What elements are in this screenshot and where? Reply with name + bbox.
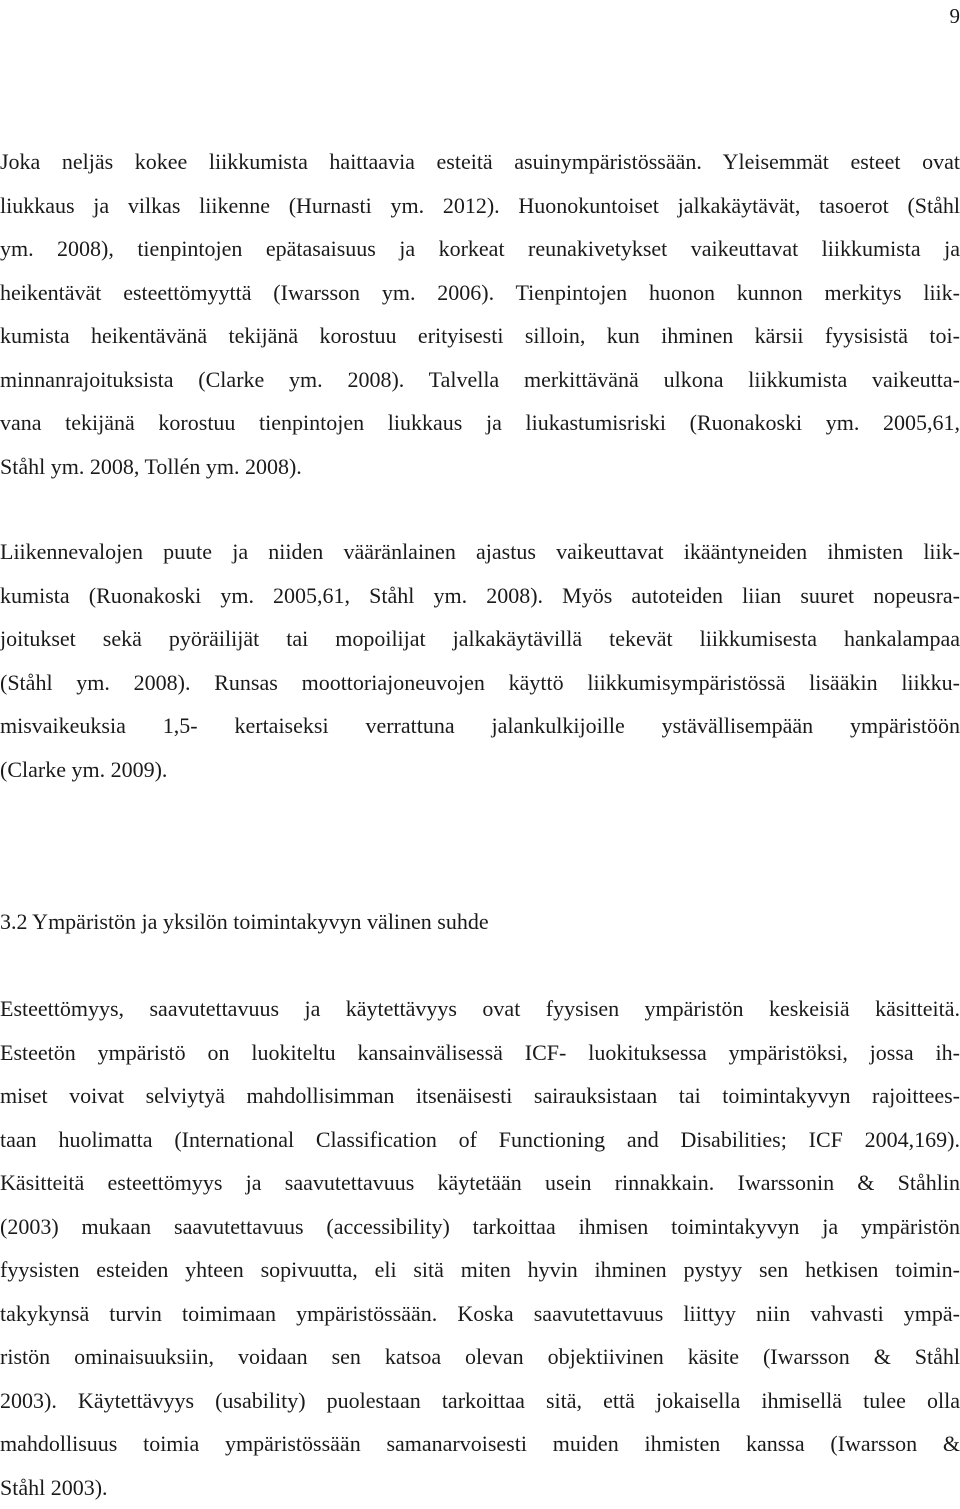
text-line: (Clarke ym. 2009). bbox=[0, 748, 960, 792]
text-line: taan huolimatta (International Classification of Functioning and Disabilities; ICF 2004,169). bbox=[0, 1118, 960, 1162]
text-line: miset voivat selviytyä mahdollisimman itsenäisesti sairauksistaan tai toimintakyvyn rajoittees- bbox=[0, 1074, 960, 1118]
text-line: Käsitteitä esteettömyys ja saavutettavuus käytetään usein rinnakkain. Iwarssonin & Ståhlin bbox=[0, 1161, 960, 1205]
text-line: liukkaus ja vilkas liikenne (Hurnasti ym. 2012). Huonokuntoiset jalkakäytävät, tasoerot (Ståhl bbox=[0, 184, 960, 228]
text-line: Liikennevalojen puute ja niiden vääränlainen ajastus vaikeuttavat ikääntyneiden ihmisten liik- bbox=[0, 530, 960, 574]
text-line: Ståhl ym. 2008, Tollén ym. 2008). bbox=[0, 445, 960, 489]
paragraph-accessibility bbox=[0, 987, 960, 1509]
text-line: fyysisten esteiden yhteen sopivuutta, eli sitä miten hyvin ihminen pystyy sen hetkisen toimin- bbox=[0, 1248, 960, 1292]
text-line: vana tekijänä korostuu tienpintojen liukkaus ja liukastumisriski (Ruonakoski ym. 2005,61, bbox=[0, 401, 960, 445]
text-line: misvaikeuksia 1,5- kertaiseksi verrattuna jalankulkijoille ystävällisempään ympäristöön bbox=[0, 704, 960, 748]
text-line: joitukset sekä pyöräilijät tai mopoilijat jalkakäytävillä tekevät liikkumisesta hankalampaa bbox=[0, 617, 960, 661]
paragraph-traffic bbox=[0, 530, 960, 791]
section-heading: 3.2 Ympäristön ja yksilön toimintakyvyn välinen suhde bbox=[0, 900, 489, 944]
text-line: (Ståhl ym. 2008). Runsas moottoriajoneuvojen käyttö liikkumisympäristössä lisääkin liikku- bbox=[0, 661, 960, 705]
text-line: kumista heikentävänä tekijänä korostuu erityisesti silloin, kun ihminen kärsii fyysisistä toi- bbox=[0, 314, 960, 358]
text-line: (2003) mukaan saavutettavuus (accessibility) tarkoittaa ihmisen toimintakyvyn ja ympäristön bbox=[0, 1205, 960, 1249]
text-line: ristön ominaisuuksiin, voidaan sen katsoa olevan objektiivinen käsite (Iwarsson & Ståhl bbox=[0, 1335, 960, 1379]
page-number: 9 bbox=[950, 2, 960, 30]
text-line: ym. 2008), tienpintojen epätasaisuus ja korkeat reunakivetykset vaikeuttavat liikkumista ja bbox=[0, 227, 960, 271]
text-line: mahdollisuus toimia ympäristössään samanarvoisesti muiden ihmisten kanssa (Iwarsson & bbox=[0, 1422, 960, 1466]
text-line: takykynsä turvin toimimaan ympäristössään. Koska saavutettavuus liittyy niin vahvasti ympä- bbox=[0, 1292, 960, 1336]
text-line: heikentävät esteettömyyttä (Iwarsson ym. 2006). Tienpintojen huonon kunnon merkitys liik- bbox=[0, 271, 960, 315]
text-line: kumista (Ruonakoski ym. 2005,61, Ståhl ym. 2008). Myös autoteiden liian suuret nopeusra- bbox=[0, 574, 960, 618]
text-line: Esteettömyys, saavutettavuus ja käytettävyys ovat fyysisen ympäristön keskeisiä käsitteitä. bbox=[0, 987, 960, 1031]
text-line: Ståhl 2003). bbox=[0, 1466, 960, 1509]
paragraph-barriers bbox=[0, 140, 960, 488]
text-line: 2003). Käytettävyys (usability) puolestaan tarkoittaa sitä, että jokaisella ihmisellä tulee olla bbox=[0, 1379, 960, 1423]
text-line: Esteetön ympäristö on luokiteltu kansainvälisessä ICF- luokituksessa ympäristöksi, jossa ih- bbox=[0, 1031, 960, 1075]
text-line: minnanrajoituksista (Clarke ym. 2008). Talvella merkittävänä ulkona liikkumista vaikeutta- bbox=[0, 358, 960, 402]
text-line: Joka neljäs kokee liikkumista haittaavia esteitä asuinympäristössään. Yleisemmät esteet ovat bbox=[0, 140, 960, 184]
